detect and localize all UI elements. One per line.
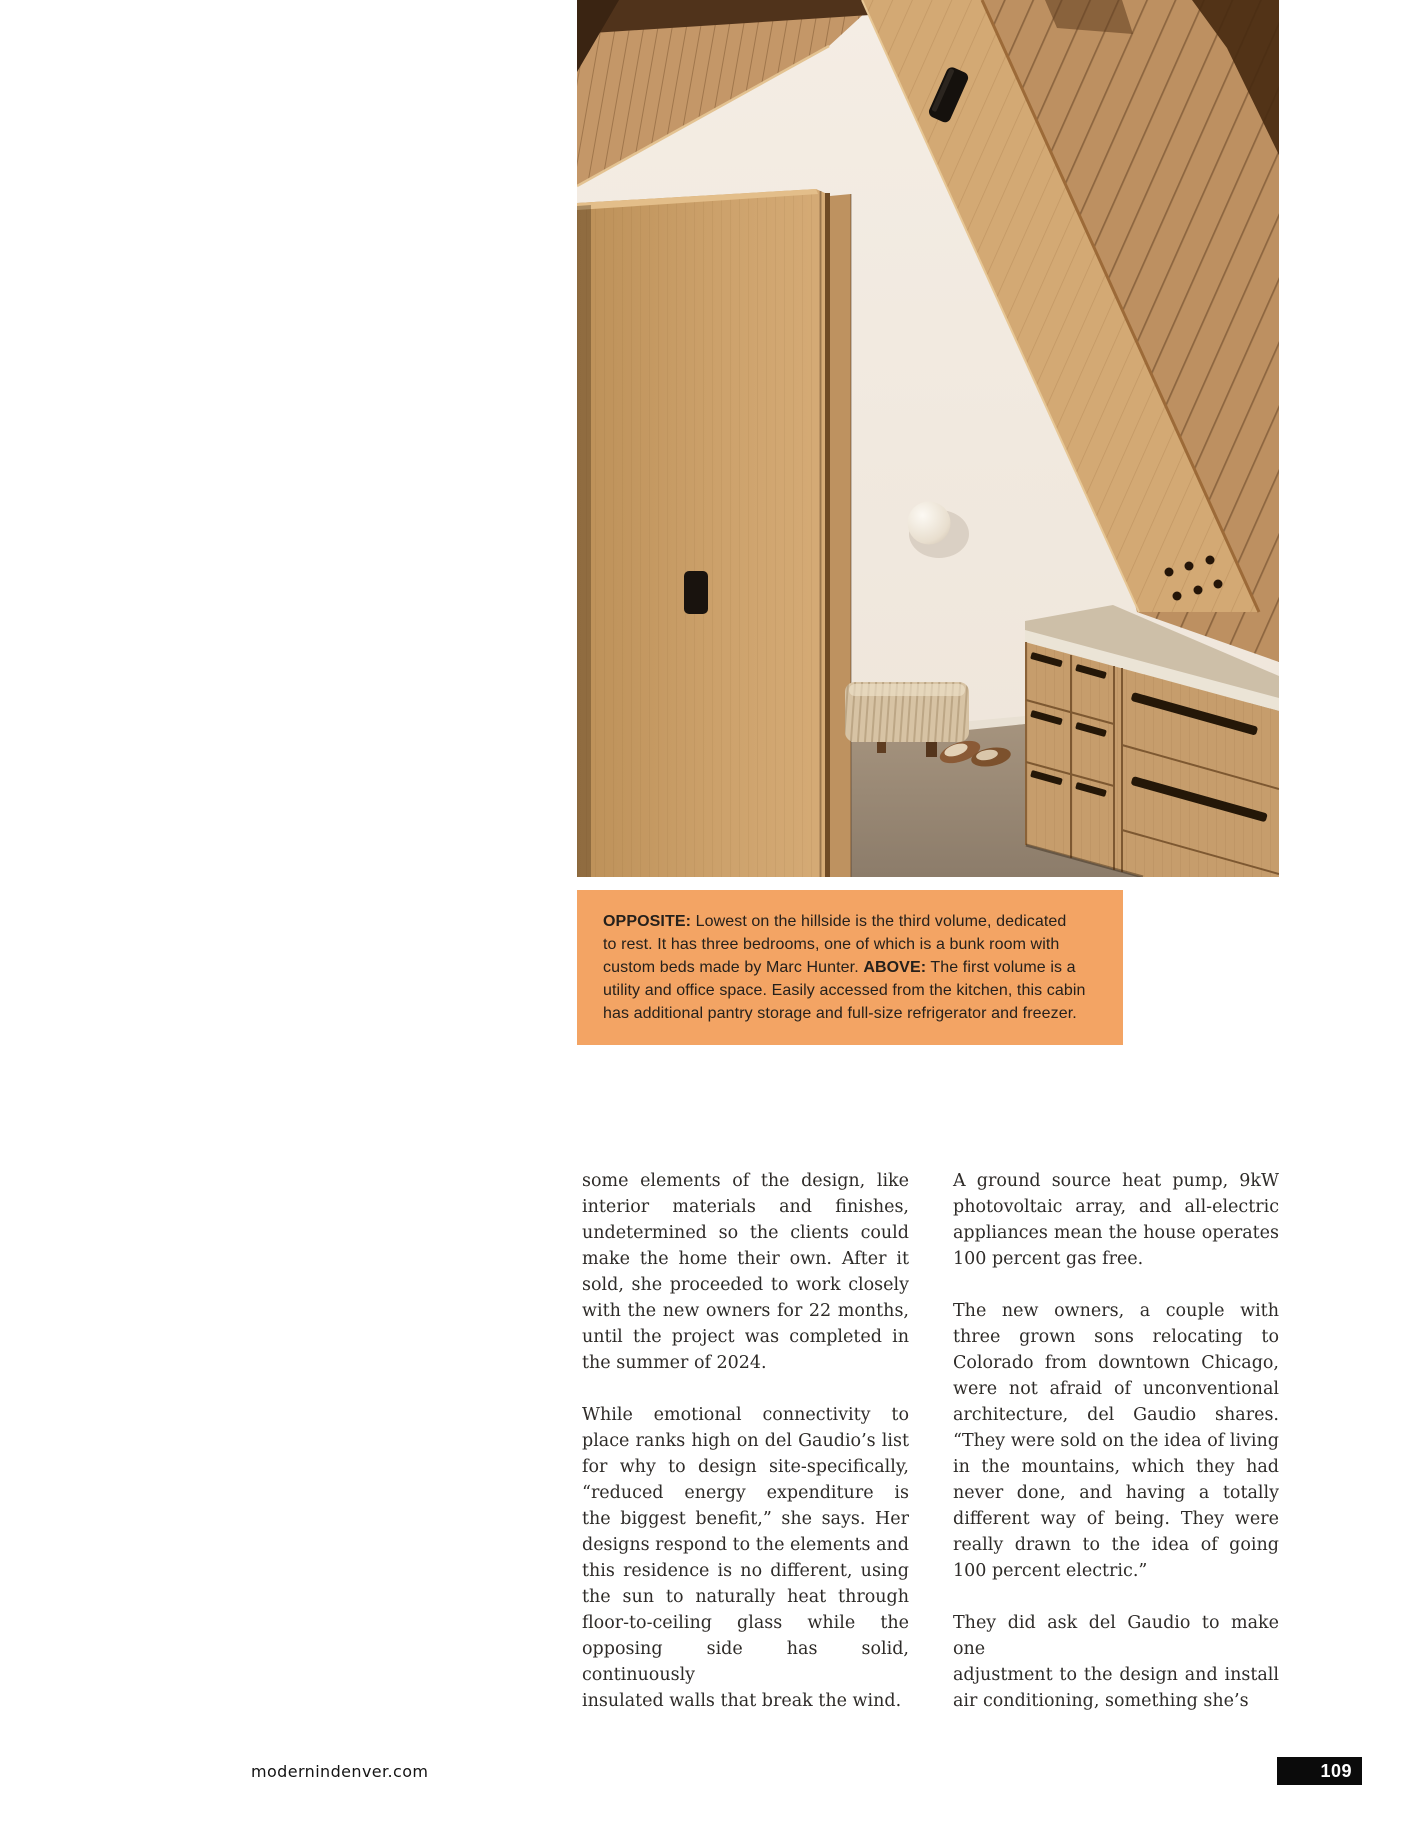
text-line: undetermined so the clients could <box>582 1223 909 1243</box>
text-line: for why to design site-specifically, <box>582 1457 909 1477</box>
text-line: the biggest benefit,” she says. Her <box>582 1509 909 1529</box>
caption-line <box>603 956 1097 979</box>
text-line: 100 percent gas free. <box>953 1249 1144 1269</box>
body-paragraph <box>582 1168 909 1376</box>
text-line: opposing side has solid, continuously <box>582 1639 909 1685</box>
text-line: the sun to naturally heat through <box>582 1587 909 1607</box>
caption-text: custom beds made by Marc Hunter. <box>603 959 864 976</box>
oak-wardrobe <box>577 189 851 877</box>
text-line: three grown sons relocating to <box>953 1327 1279 1347</box>
cabin-interior-illustration <box>577 0 1279 877</box>
text-line: photovoltaic array, and all-electric <box>953 1197 1279 1217</box>
text-line: A ground source heat pump, 9kW <box>953 1171 1279 1191</box>
caption-text: Lowest on the hillside is the third volume, dedicated <box>691 913 1067 930</box>
caption-text: has additional pantry storage and full-size refrigerator and freezer. <box>603 1005 1077 1022</box>
text-line: different way of being. They were <box>953 1509 1279 1529</box>
text-line: were not afraid of unconventional <box>953 1379 1279 1399</box>
article-left-column <box>582 1168 909 1714</box>
text-line: make the home their own. After it <box>582 1249 909 1269</box>
caption-line <box>603 910 1097 933</box>
body-paragraph <box>582 1402 909 1714</box>
body-paragraph <box>953 1168 1279 1272</box>
text-line: some elements of the design, like <box>582 1171 909 1191</box>
text-line: this residence is no different, using <box>582 1561 909 1581</box>
text-line: the summer of 2024. <box>582 1353 767 1373</box>
text-line: until the project was completed in <box>582 1327 909 1347</box>
text-line: “They were sold on the idea of living <box>953 1431 1279 1451</box>
cabin-interior-photo <box>577 0 1279 877</box>
text-line: They did ask del Gaudio to make one <box>953 1613 1279 1659</box>
caption-line <box>603 1002 1097 1025</box>
caption-text: utility and office space. Easily accessed from the kitchen, this cabin <box>603 982 1086 999</box>
text-line: Colorado from downtown Chicago, <box>953 1353 1279 1373</box>
text-line: 100 percent electric.” <box>953 1561 1148 1581</box>
text-line: air conditioning, something she’s <box>953 1691 1249 1711</box>
text-line: interior materials and finishes, <box>582 1197 909 1217</box>
caption-line <box>603 979 1097 1002</box>
text-line: insulated walls that break the wind. <box>582 1691 902 1711</box>
text-line: with the new owners for 22 months, <box>582 1301 909 1321</box>
article-right-column <box>953 1168 1279 1714</box>
caption-label: ABOVE: <box>863 959 927 976</box>
caption-text: The first volume is a <box>926 959 1076 976</box>
text-line: designs respond to the elements and <box>582 1535 909 1555</box>
caption-text: to rest. It has three bedrooms, one of which is a bunk room with <box>603 936 1060 953</box>
text-line: adjustment to the design and install <box>953 1665 1279 1685</box>
caption-label: OPPOSITE: <box>603 913 692 930</box>
photo-caption-box <box>577 890 1123 1045</box>
text-line: place ranks high on del Gaudio’s list <box>582 1431 909 1451</box>
text-line: “reduced energy expenditure is <box>582 1483 909 1503</box>
page-number: 109 <box>1320 1760 1352 1781</box>
text-line: floor-to-ceiling glass while the <box>582 1613 909 1633</box>
text-line: never done, and having a totally <box>953 1483 1279 1503</box>
text-line: really drawn to the idea of going <box>953 1535 1279 1555</box>
text-line: appliances mean the house operates <box>953 1223 1279 1243</box>
wardrobe-handle <box>684 571 708 614</box>
caption-line <box>603 933 1097 956</box>
text-line: in the mountains, which they had <box>953 1457 1279 1477</box>
body-paragraph <box>953 1610 1279 1714</box>
body-paragraph <box>953 1298 1279 1584</box>
text-line: The new owners, a couple with <box>953 1301 1279 1321</box>
website-url: modernindenver.com <box>251 1762 429 1781</box>
page-number-badge <box>1277 1757 1362 1785</box>
text-line: While emotional connectivity to <box>582 1405 909 1425</box>
text-line: architecture, del Gaudio shares. <box>953 1405 1279 1425</box>
text-line: sold, she proceeded to work closely <box>582 1275 909 1295</box>
